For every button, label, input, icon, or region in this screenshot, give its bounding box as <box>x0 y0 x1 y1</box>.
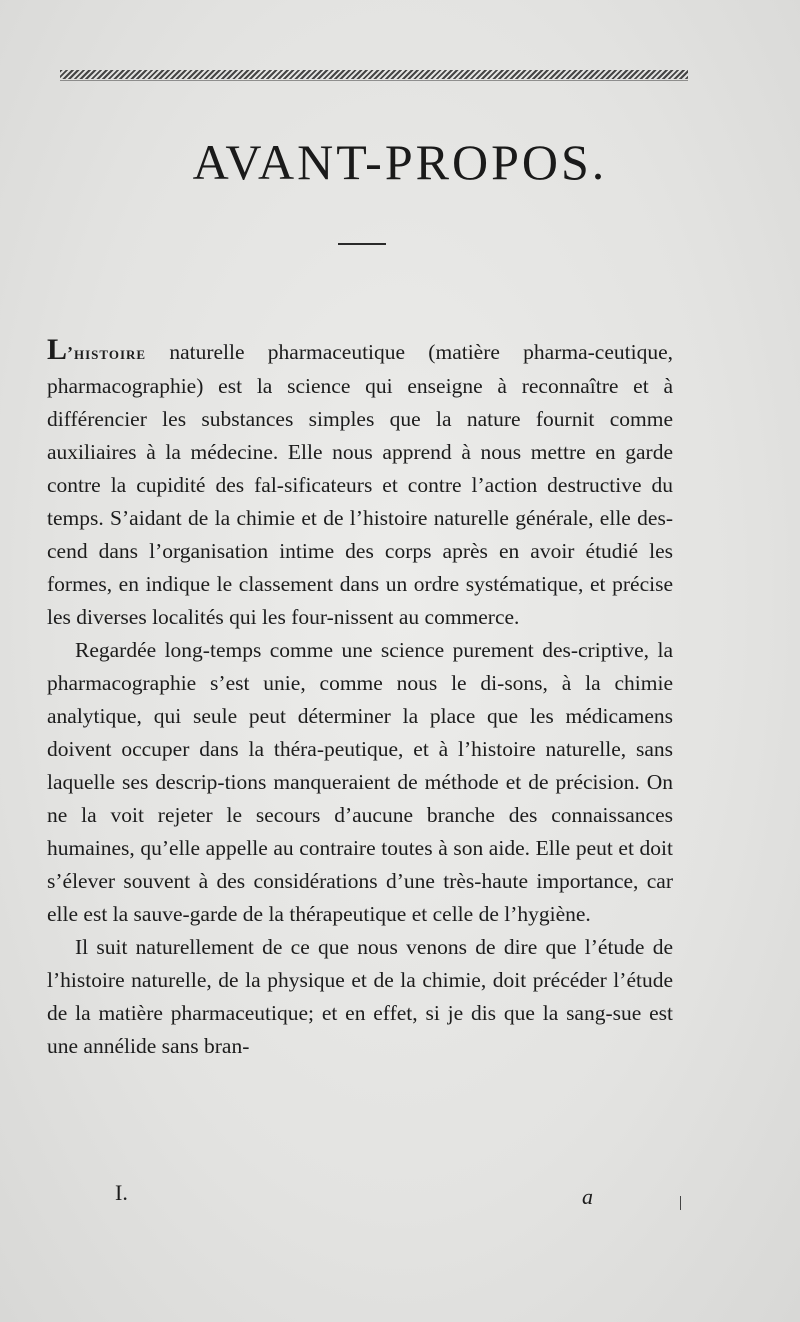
paragraph-1 <box>47 333 673 634</box>
paragraph-2: Regardée long-temps comme une science purement des-criptive, la pharmacographie s’est unie, comme nous le di-sons, à la chimie analytique, qui seule peut déterminer la place que les médicamens doivent occuper dans la théra-peutique, et à l’histoire naturelle, sans laquelle ses descrip-tions manqueraient de méthode et de précision. On ne la voit rejeter le secours d’aucune branche des connaissances humaines, qu’elle appelle au contraire toutes à son aide. Elle peut et doit s’élever souvent à des considérations d’une très-haute importance, car elle est la sauve-garde de la thérapeutique et celle de l’hygiène. <box>47 638 673 926</box>
drop-capital: L <box>47 333 68 366</box>
folio-letter: a <box>582 1184 593 1209</box>
title-divider <box>338 243 386 245</box>
header-ornament-rule <box>60 70 688 79</box>
signature-mark: I. <box>115 1180 128 1205</box>
paragraph-3: Il suit naturellement de ce que nous venons de dire que l’étude de l’histoire naturelle, de la physique et de la chimie, doit précéder l’étude de la matière pharmaceutique; et en effet, si je dis que la sang-sue est une annélide sans bran- <box>47 935 673 1058</box>
header-ornament-underline <box>60 80 688 81</box>
margin-tick <box>680 1196 681 1210</box>
paragraph-1-text: naturelle pharmaceutique (matière pharma-ceutique, pharmacographie) est la science qui enseigne à reconnaître et à différencier les substances simples que la nature fournit comme auxiliaires à la médecine. Elle nous apprend à nous mettre en garde contre la cupidité des fal-sificateurs et contre l’action destructive du temps. S’aidant de la chimie et de l’histoire naturelle générale, elle des-cend dans l’organisation intime des corps après en avoir étudié les formes, en indique le classement dans un ordre systématique, et précise les diverses localités qui les four-nissent au commerce. <box>47 340 673 629</box>
page-title: AVANT-PROPOS. <box>192 134 608 190</box>
body-text <box>47 333 673 1063</box>
smallcaps-lead: ’histoire <box>67 343 147 363</box>
